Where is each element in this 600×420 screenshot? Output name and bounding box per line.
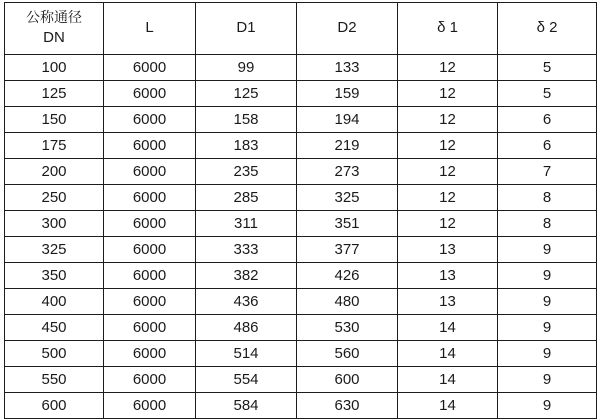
header-cell-delta1: δ 1: [398, 3, 498, 55]
table-cell: 382: [196, 263, 297, 289]
table-cell: 150: [5, 107, 104, 133]
table-cell: 13: [398, 237, 498, 263]
table-cell: 13: [398, 289, 498, 315]
table-cell: 12: [398, 81, 498, 107]
header-cell-d2: D2: [297, 3, 398, 55]
header-dn-label: DN: [43, 28, 65, 46]
table-row: [5, 367, 597, 393]
header-cell-dn: [5, 3, 104, 55]
table-cell: 235: [196, 159, 297, 185]
table-cell: 600: [5, 393, 104, 419]
spec-table: [4, 2, 597, 419]
table-cell: 6000: [104, 159, 196, 185]
table-cell: 14: [398, 315, 498, 341]
table-cell: 6000: [104, 107, 196, 133]
table-cell: 12: [398, 107, 498, 133]
table-cell: 300: [5, 211, 104, 237]
table-cell: 14: [398, 393, 498, 419]
table-cell: 219: [297, 133, 398, 159]
table-cell: 125: [5, 81, 104, 107]
table-cell: 486: [196, 315, 297, 341]
table-cell: 9: [498, 341, 597, 367]
table-cell: 6000: [104, 185, 196, 211]
table-cell: 530: [297, 315, 398, 341]
table-cell: 12: [398, 55, 498, 81]
table-cell: 554: [196, 367, 297, 393]
table-row: [5, 263, 597, 289]
table-row: [5, 185, 597, 211]
table-cell: 560: [297, 341, 398, 367]
table-cell: 273: [297, 159, 398, 185]
table-row: [5, 159, 597, 185]
table-cell: 325: [5, 237, 104, 263]
table-cell: 6000: [104, 367, 196, 393]
table-cell: 14: [398, 367, 498, 393]
table-cell: 311: [196, 211, 297, 237]
table-cell: 8: [498, 211, 597, 237]
table-cell: 436: [196, 289, 297, 315]
table-cell: 250: [5, 185, 104, 211]
table-cell: 7: [498, 159, 597, 185]
table-header: [5, 3, 597, 55]
table-cell: 159: [297, 81, 398, 107]
table-cell: 200: [5, 159, 104, 185]
table-cell: 480: [297, 289, 398, 315]
table-cell: 6000: [104, 237, 196, 263]
table-cell: 194: [297, 107, 398, 133]
table-cell: 99: [196, 55, 297, 81]
table-cell: 6000: [104, 341, 196, 367]
table-cell: 333: [196, 237, 297, 263]
table-row: [5, 81, 597, 107]
header-cell-d1: D1: [196, 3, 297, 55]
table-cell: 5: [498, 55, 597, 81]
table-row: [5, 289, 597, 315]
table-cell: 9: [498, 237, 597, 263]
table-body: [5, 55, 597, 419]
table-cell: 377: [297, 237, 398, 263]
table-cell: 6000: [104, 263, 196, 289]
table-row: [5, 341, 597, 367]
table-cell: 6000: [104, 55, 196, 81]
table-cell: 9: [498, 367, 597, 393]
header-cell-delta2: δ 2: [498, 3, 597, 55]
table-cell: 125: [196, 81, 297, 107]
table-cell: 9: [498, 289, 597, 315]
header-cell-l: L: [104, 3, 196, 55]
table-row: [5, 55, 597, 81]
table-cell: 600: [297, 367, 398, 393]
table-cell: 500: [5, 341, 104, 367]
table-cell: 351: [297, 211, 398, 237]
table-cell: 9: [498, 263, 597, 289]
table-cell: 6000: [104, 81, 196, 107]
table-cell: 183: [196, 133, 297, 159]
table-cell: 6000: [104, 211, 196, 237]
table-cell: 158: [196, 107, 297, 133]
table-cell: 400: [5, 289, 104, 315]
table-cell: 550: [5, 367, 104, 393]
table-cell: 584: [196, 393, 297, 419]
table-row: [5, 237, 597, 263]
table-cell: 12: [398, 159, 498, 185]
table-cell: 9: [498, 315, 597, 341]
table-cell: 133: [297, 55, 398, 81]
table-cell: 13: [398, 263, 498, 289]
table-cell: 6000: [104, 133, 196, 159]
table-cell: 14: [398, 341, 498, 367]
table-cell: 100: [5, 55, 104, 81]
table-cell: 175: [5, 133, 104, 159]
table-cell: 6: [498, 107, 597, 133]
header-row: [5, 3, 597, 55]
table-cell: 285: [196, 185, 297, 211]
table-cell: 12: [398, 211, 498, 237]
table-row: [5, 133, 597, 159]
table-cell: 450: [5, 315, 104, 341]
table-cell: 6: [498, 133, 597, 159]
table-row: [5, 315, 597, 341]
table-cell: 6000: [104, 393, 196, 419]
header-dn-chinese-label: 公称通径: [26, 9, 82, 26]
table-cell: 12: [398, 133, 498, 159]
table-cell: 6000: [104, 289, 196, 315]
table-cell: 630: [297, 393, 398, 419]
table-row: [5, 107, 597, 133]
table-cell: 514: [196, 341, 297, 367]
table-cell: 350: [5, 263, 104, 289]
table-cell: 9: [498, 393, 597, 419]
table-cell: 325: [297, 185, 398, 211]
table-cell: 426: [297, 263, 398, 289]
table-row: [5, 393, 597, 419]
table-cell: 5: [498, 81, 597, 107]
table-cell: 12: [398, 185, 498, 211]
table-row: [5, 211, 597, 237]
table-cell: 6000: [104, 315, 196, 341]
table-cell: 8: [498, 185, 597, 211]
